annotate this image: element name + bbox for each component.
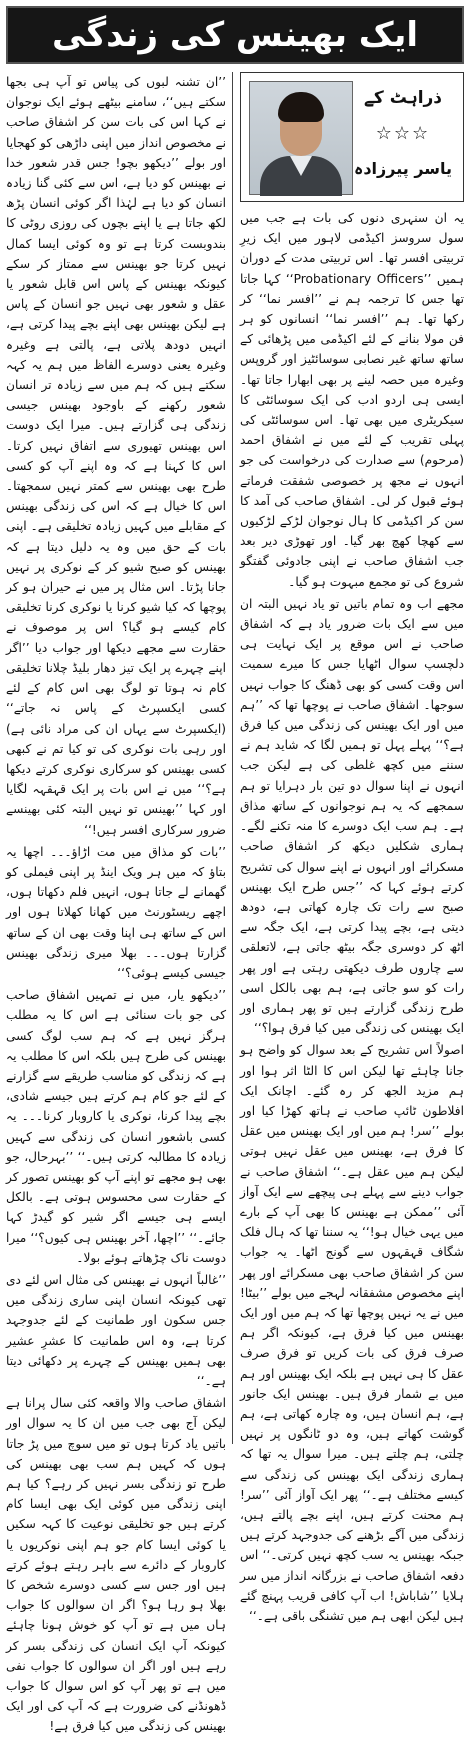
paragraph: اشفاق صاحب والا واقعہ کئی سال پرانا ہے لیکن آج بھی جب میں ان کا یہ سوال اور باتیں یاد کرتا ہوں تو میں سوچ میں پڑ جاتا ہوں کہ کہیں ہم سب بھی بھینس کی طرح تو زندگی بسر نہیں کر رہے؟ کیا ہم اپنی زندگی میں کوئی ایک بھی ایسا کام کرتے ہیں جو تخلیقی نوعیت کا کہہ سکیں یا کوئی ایسا کام جو ہم اپنی نوکریوں یا کاروبار کے دائرے سے باہر رہتے ہوئے کرتے ہیں اور جس سے کسی دوسرے شخص کا بھلا ہو رہا ہو؟ اگر ان سوالوں کا جواب ہاں میں ہے تو آپ کو خوش ہونا چاہئے کیونکہ آپ ایک انسان کی زندگی بسر کر رہے ہیں اور اگر ان سوالوں کا جواب نفی میں ہے تو پھر آپ کو اس سوال کا جواب ڈھونڈنے کی ضرورت ہے کہ آپ کی اور ایک بھینس کی زندگی میں کیا فرق ہے! [6,1396,226,1734]
article-column-right [240,208,464,1624]
byline-box [240,72,464,202]
column-divider [232,72,233,1444]
paragraph: ’’بات کو مذاق میں مت اڑاؤ۔۔۔ اچھا یہ بتاؤ کہ میں ہر ویک اینڈ پر اپنی فیملی کو گھمانے لے جاتا ہوں، انہیں فلم دکھاتا ہوں، اچھے ریسٹورنٹ میں کھانا کھلاتا ہوں اور اس کے ساتھ ہی اپنا وقت بھی ان کے ساتھ گزارتا ہوں۔۔۔ بھلا میری زندگی بھینس جیسی کیسے ہوئی؟‘‘ [6,844,226,980]
title-banner [6,6,464,64]
paragraph: ’’دیکھو یار، میں نے تمہیں اشفاق صاحب کی جو بات سنائی ہے اس کا یہ مطلب ہرگز نہیں ہے کہ ہم سب لوگ کسی بھینس کی طرح ہیں بلکہ اس کا مطلب یہ ہے کہ زندگی کو مناسب طریقے سے گزارنے کے لئے جو کام ہم کرتے ہیں جیسے شادی، بچے پیدا کرنا، نوکری یا کاروبار کرنا۔۔۔ یہ کسی باشعور انسان کی زندگی سے کہیں زیادہ کا مطالبہ کرتی ہیں۔‘‘ ’’بہرحال، جو بھی ہو مجھے تو اپنے آپ کو بھینس تصور کر کے حقارت سی محسوس ہوتی ہے۔ بالکل ایسے ہی جیسے اگر شیر کو گیدڑ کہا جائے۔‘‘ ’’اچھا، آخر بھینس ہی کیوں؟‘‘ میرا دوست ناک چڑھاتے ہوئے بولا۔ [6,988,226,1265]
stars-icon: ☆☆☆ [375,123,431,144]
paragraph: مجھے اب وہ تمام باتیں تو یاد نہیں البتہ ان میں سے ایک بات ضرور یاد ہے کہ اشفاق صاحب نے اس موقع پر ایک نہایت ہی دلچسپ سوال اٹھایا جس کا میرے سمیت اس وقت کسی کو بھی ڈھنگ کا جواب نہیں سوجھا۔ اشفاق صاحب نے پوچھا تھا کہ ’’ہم میں اور ایک بھینس کی زندگی میں کیا فرق ہے؟‘‘ پہلے پہل تو ہمیں لگا کہ شاید ہم نے سننے میں کچھ غلطی کی ہے لیکن جب انہوں نے اپنا سوال دو تین بار دہرایا تو ہم سمجھے کہ یہ ہم نوجوانوں کے ساتھ مذاق ہے۔ ہم سب ایک دوسرے کا منہ تکنے لگے۔ ہماری شکلیں دیکھ کر اشفاق صاحب مسکرائے اور انہوں نے اپنے سوال کی تشریح کرتے ہوئے کہا کہ ’’جس طرح ایک بھینس صبح سے رات تک چارہ کھاتی ہے، دودھ دیتی ہے، بچے پیدا کرتی ہے، ایک جگہ سے اٹھ کر دوسری جگہ بیٹھ جاتی ہے، لاتعلقی سے چاروں طرف دیکھتی رہتی ہے اور پھر رات کو سو جاتی ہے، ہم بھی بالکل اسی طرح زندگی گزارتے ہیں تو پھر ہماری اور ایک بھینس کی زندگی میں کیا فرق ہوا؟‘‘ [240,596,464,1036]
author-photo [249,81,353,195]
article-column-left [6,72,226,1734]
paragraph: یہ ان سنہری دنوں کی بات ہے جب میں سول سروسز اکیڈمی لاہور میں ایک زیرِ تربیتی افسر تھا۔ اس تربیتی مدت کے دوران ہمیں ’’Probationary Officers‘‘ کہا جاتا تھا جس کا ترجمہ ہم نے ’’افسر نما‘‘ کر رکھا تھا۔ ہم ’’افسر نما‘‘ انسانوں کو ہر فن مولا بنانے کے لئے اکیڈمی میں پڑھائی کے ساتھ ساتھ غیر نصابی سوسائٹیز اور گروپس وغیرہ میں حصہ لینے پر بھی ابھارا جاتا تھا۔ ایسی ہی اردو ادب کی ایک سوسائٹی کا سیکریٹری میں بھی تھا۔ اس سوسائٹی کی پہلی تقریب کے لئے میں نے اشفاق احمد (مرحوم) سے صدارت کی درخواست کی جو انہوں نے مجھ پر خصوصی شفقت فرماتے ہوئے قبول کر لی۔ اشفاق صاحب کی آمد کا سن کر اکیڈمی کا ہال نوجوان لڑکے لڑکیوں سے کھچا کھچ بھر گیا۔ اور تھوڑی دیر بعد جب اشفاق صاحب نے اپنی جادوئی گفتگو شروع کی تو مجمع مبہوت ہو گیا۔ [240,211,464,589]
author-name: یاسر پیرزادہ [353,159,453,178]
page-title: ایک بھینس کی زندگی [51,15,419,55]
column-name: ذراہٹ کے [363,88,443,108]
paragraph: ’’ان تشنہ لبوں کی پیاس تو آپ ہی بجھا سکتے ہیں‘‘، سامنے بیٹھے ہوئے ایک نوجوان نے کہا اس کی بات سن کر اشفاق صاحب نے مخصوص انداز میں اپنی داڑھی کو کھجایا اور بولے ’’دیکھو بچو! جس قدر شعور خدا نے بھینس کو دیا ہے، اس سے کئی گنا زیادہ انسان کو دیا ہے لہٰذا اگر کوئی انسان پڑھ لکھ جاتا ہے یا اپنے بچوں کی روزی روٹی کا بندوبست کرتا ہے تو وہ کوئی ایسا کمال نہیں کرتا جو بھینس سے ممتاز کر سکے کیونکہ بھینس کے پاس اس قابل شعور یا عقل و شعور بھی نہیں جو انسان کے پاس ہے لیکن بھینس بھی اپنے بچے پیدا کرتی ہے، انہیں دودھ پلاتی ہے، پالتی ہے وغیرہ وغیرہ یعنی دوسرے الفاظ میں ہم یہ کہہ سکتے ہیں کہ ہم میں سے زیادہ تر انسان شعور رکھنے کے باوجود بھینس جیسی زندگی ہی گزارتے ہیں۔ میرا ایک دوست اس بھینس تھیوری سے اتفاق نہیں کرتا۔ اس کا کہنا ہے کہ وہ اپنے آپ کو کسی طرح بھی بھینس سے کمتر نہیں سمجھتا۔ اس کا خیال ہے کہ اس کی زندگی بھینس کے مقابلے میں کہیں زیادہ تخلیقی ہے۔ اپنی بات کے حق میں وہ یہ دلیل دیتا ہے کہ بھینس کو صبح شیو کر کے نوکری پر نہیں جانا پڑتا۔ اس مثال پر میں نے حیران ہو کر پوچھا کہ کیا شیو کرنا یا نوکری کرنا تخلیقی کام کیسے ہو گیا؟ اس پر موصوف نے حقارت سے مجھے دیکھا اور جواب دیا ’’اگر اپنے چہرے پر ایک تیز دھار بلیڈ چلانا تخلیقی کام نہ ہوتا تو لوگ بھی اس کام کے لئے کسی ایکسپرٹ کے پاس نہ جاتے‘‘ (ایکسپرٹ سے یہاں ان کی مراد نائی ہے) اور رہی بات نوکری کی تو کیا تم نے کبھی کسی بھینس کو سرکاری نوکری کرتے دیکھا ہے؟‘‘ میں نے اس بات پر ایک قہقہہ لگایا اور کہا ’’بھینس تو نہیں البتہ کئی بھینسے ضرور سرکاری افسر ہیں!‘‘ [6,75,226,837]
paragraph: اصولاً اس تشریح کے بعد سوال کو واضح ہو جانا چاہئے تھا لیکن اس کا الٹا اثر ہوا اور ہم مزید الجھ کر رہ گئے۔ اچانک ایک افلاطون ٹائپ صاحب نے ہاتھ کھڑا کیا اور بولے ’’سر! ہم میں اور ایک بھینس میں عقل کا فرق ہے، بھینس میں عقل نہیں ہوتی لیکن ہم میں عقل ہے۔‘‘ اشفاق صاحب نے جواب دینے سے پہلے ہی پیچھے سے ایک آواز آئی ’’ممکن ہے بھینس کا بھی آپ کے بارے میں یہی خیال ہو!‘‘ یہ سننا تھا کہ ہال فلک شگاف قہقہوں سے گونج اٹھا۔ یہ جواب سن کر اشفاق صاحب بھی مسکرائے اور پھر اپنے مخصوص مشفقانہ لہجے میں بولے ’’بیٹا! میں نے یہ نہیں پوچھا تھا کہ ہم میں اور ایک بھینس میں کیا فرق ہے، کیونکہ اگر ہم صرف فرق کی بات کریں تو فرق صرف عقل کا ہی نہیں ہے بلکہ ایک بھینس اور ہم میں بے شمار فرق ہیں۔ بھینس ایک جانور ہے، ہم انسان ہیں، وہ چارہ کھاتی ہے، ہم گوشت کھاتے ہیں، وہ دو ٹانگوں پر نہیں چلتی، ہم چلتے ہیں۔ میرا سوال یہ تھا کہ ہماری زندگی ایک بھینس کی زندگی سے کیسے مختلف ہے۔‘‘ پھر ایک آواز آئی ’’سر! ہم محنت کرتے ہیں، اپنے بچے پالتے ہیں، زندگی میں آگے بڑھنے کی جدوجہد کرتے ہیں جبکہ بھینس یہ سب کچھ نہیں کرتی۔‘‘ اس دفعہ اشفاق صاحب نے بزرگانہ انداز میں سر ہلایا ’’شاباش! اب آپ کافی قریب پہنچ گئے ہیں لیکن ابھی ہم میں تشنگی باقی ہے۔‘‘ [240,1043,464,1624]
paragraph: ’’غالباً انہوں نے بھینس کی مثال اس لئے دی تھی کیونکہ انسان اپنی ساری زندگی میں جس سکون اور طمانیت کے لئے جدوجہد کرتا ہے، وہ اس طمانیت کا عشرِ عشیر بھی ہمیں بھینس کے چہرے پر دکھائی دیتا ہے۔‘‘ [6,1272,226,1388]
